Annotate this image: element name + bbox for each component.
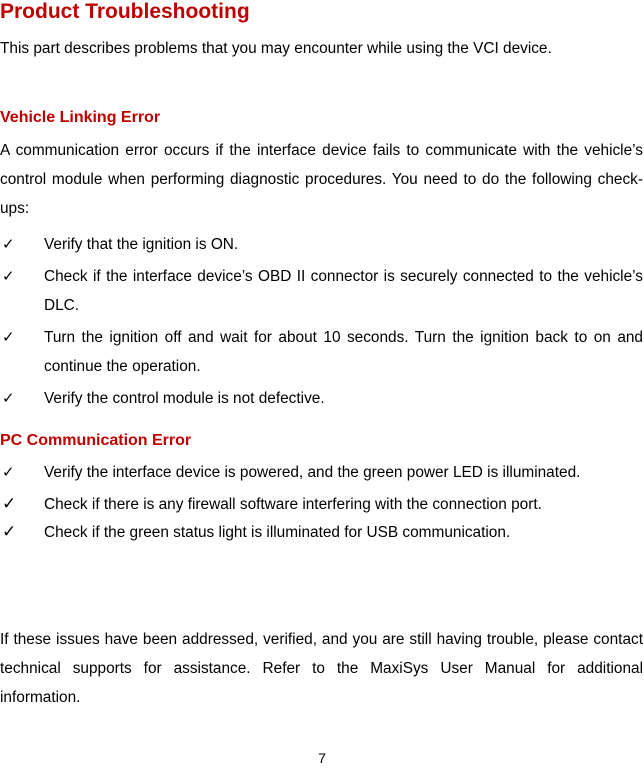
list-item-text: Turn the ignition off and wait for about 10 seconds. Turn the ignition back to on and continue the operation. bbox=[44, 329, 643, 375]
closing-paragraph: If these issues have been addressed, verified, and you are still having trouble, please contact technical supports for assistance. Refer to the MaxiSys User Manual for additional information. bbox=[0, 631, 643, 706]
page-title: Product Troubleshooting bbox=[0, 0, 250, 23]
list-item bbox=[0, 323, 643, 381]
vehicle-linking-checklist bbox=[0, 230, 644, 413]
list-item-text: Verify the interface device is powered, and the green power LED is illuminated. bbox=[44, 464, 581, 481]
check-mark-icon: ✓ bbox=[2, 389, 15, 407]
list-item bbox=[0, 384, 643, 413]
intro-paragraph: This part describes problems that you may encounter while using the VCI device. bbox=[0, 40, 552, 57]
section-heading-vehicle-linking: Vehicle Linking Error bbox=[0, 109, 161, 126]
section-heading-pc-communication: PC Communication Error bbox=[0, 432, 192, 449]
check-mark-icon: ✓ bbox=[2, 463, 15, 481]
list-item-text: Check if there is any firewall software interfering with the connection port. bbox=[44, 496, 542, 513]
check-mark-icon: ✓ bbox=[2, 522, 17, 542]
check-mark-icon: ✓ bbox=[2, 328, 15, 346]
list-item-text: Check if the interface device’s OBD II connector is securely connected to the vehicle’s DLC. bbox=[44, 268, 643, 314]
list-item bbox=[0, 262, 643, 320]
list-item bbox=[0, 458, 643, 487]
list-item-text: Check if the green status light is illuminated for USB communication. bbox=[44, 524, 511, 541]
check-mark-icon: ✓ bbox=[2, 494, 17, 514]
check-mark-icon: ✓ bbox=[2, 235, 15, 253]
list-item bbox=[0, 518, 643, 547]
list-item-text: Verify the control module is not defective. bbox=[44, 390, 325, 407]
page-number: 7 bbox=[318, 750, 326, 766]
list-item-text: Verify that the ignition is ON. bbox=[44, 236, 239, 253]
pc-communication-checklist bbox=[0, 458, 644, 547]
list-item bbox=[0, 230, 643, 259]
check-mark-icon: ✓ bbox=[2, 267, 15, 285]
vehicle-linking-paragraph: A communication error occurs if the interface device fails to communicate with the vehicle’s control module when performing diagnostic procedures. You need to do the following check-ups: bbox=[0, 142, 643, 217]
list-item bbox=[0, 490, 643, 519]
